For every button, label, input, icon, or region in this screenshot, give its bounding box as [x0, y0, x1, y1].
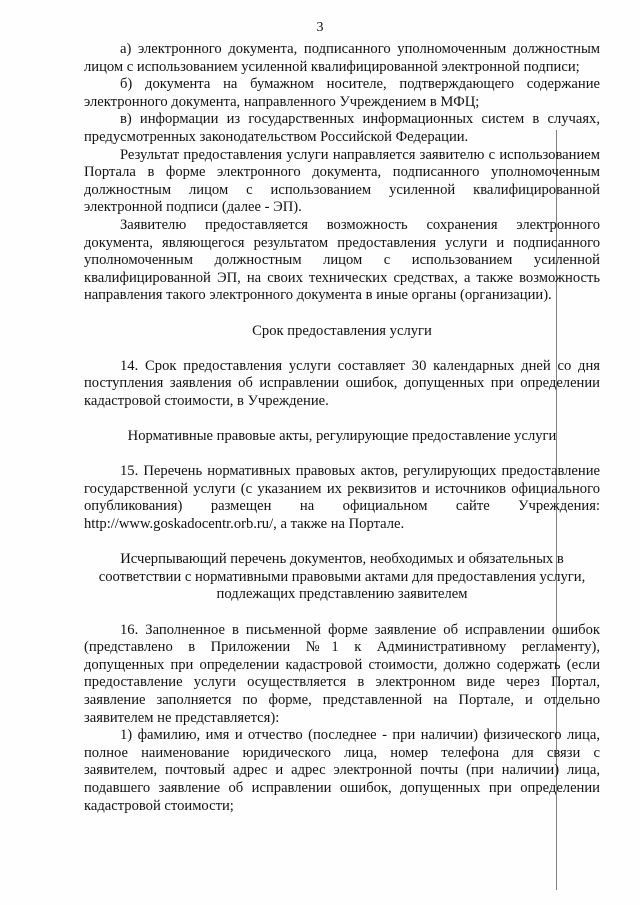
- paragraph-14: 14. Срок предоставления услуги составляет 30 календарных дней со дня поступления заявления об исправлении ошибок, допущенных при определении кадастровой стоимости, в Учреждение.: [84, 357, 600, 409]
- paragraph-result: Результат предоставления услуги направляется заявителю с использованием Портала в форме электронного документа, подписанного уполномоченным должностным лицом с использованием усиленной квалифицированной электронной подписи (далее - ЭП).: [84, 146, 600, 216]
- paragraph-c: в) информации из государственных информационных систем в случаях, предусмотренных законодательством Российской Федерации.: [84, 111, 600, 145]
- paragraph-b: б) документа на бумажном носителе, подтверждающего содержание электронного документа, направленного Учреждением в МФЦ;: [84, 76, 600, 110]
- heading-legal-acts: Нормативные правовые акты, регулирующие предоставление услуги: [127, 428, 557, 445]
- page-number: 3: [316, 20, 324, 35]
- paragraph-16: 16. Заполненное в письменной форме заявление об исправлении ошибок (представлено в Приложении №1 к Административному регламенту), допущенных при определении кадастровой стоимости, должно содержать (если предоставление услуги осуществляется в электронном виде через Портал, заявление заполняется по форме, представленной на Портале, и отдельно заявителем не представляется):: [84, 621, 600, 726]
- paragraph-16-item-1: 1) фамилию, имя и отчество (последнее - при наличии) физического лица, полное наименование юридического лица, номер телефона для связи с заявителем, почтовый адрес и адрес электронной почты (при наличии) лица, подавшего заявление об исправлении ошибок, допущенных при определении кадастровой стоимости;: [84, 727, 600, 814]
- paragraph-save-option: Заявителю предоставляется возможность сохранения электронного документа, являющегося результатом предоставления услуги и подписанного уполномоченным должностным лицом с использованием усиленной квалифицированной ЭП, на своих технических средствах, а также возможность направления такого электронного документа в иные органы (организации).: [84, 216, 600, 304]
- heading-service-term: Срок предоставления услуги: [252, 322, 432, 339]
- document-body: [84, 41, 600, 815]
- paragraph-15: 15. Перечень нормативных правовых актов, регулирующих предоставление государственной услуги (с указанием их реквизитов и источников официального опубликования) размещен на официальном сайте Учреждения: http://www.goskadocentr.orb.ru/, а также на Портале.: [84, 463, 600, 533]
- paragraph-a: а) электронного документа, подписанного уполномоченным должностным лицом с использованием усиленной квалифицированной электронной подписи;: [84, 41, 600, 75]
- heading-documents-list: Исчерпывающий перечень документов, необходимых и обязательных в соответствии с нормативными правовыми актами для предоставления услуги, подлежащих представлению заявителем: [98, 551, 586, 603]
